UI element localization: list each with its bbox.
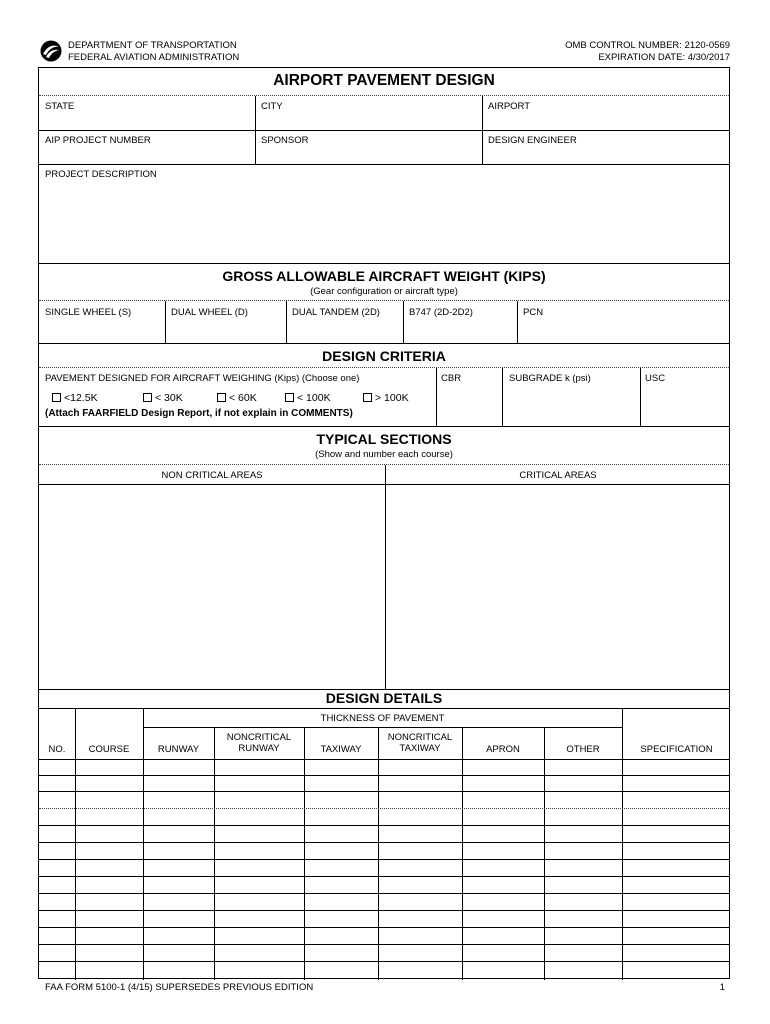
option-label: > 100K: [375, 392, 409, 404]
b747-field[interactable]: [403, 301, 517, 343]
dual-tandem-field[interactable]: [286, 301, 403, 343]
table-row[interactable]: [39, 961, 729, 962]
typical-sections-subtitle: (Show and number each course): [315, 449, 453, 460]
table-row[interactable]: [39, 791, 729, 792]
table-row[interactable]: [39, 842, 729, 843]
divider: [214, 728, 215, 980]
table-row[interactable]: [39, 944, 729, 945]
page-number: 1: [719, 982, 725, 993]
subgrade-field[interactable]: [502, 368, 640, 426]
non-critical-areas-label: NON CRITICAL AREAS: [161, 470, 263, 481]
option-label: < 100K: [297, 392, 331, 404]
design-criteria-title: DESIGN CRITERIA: [322, 348, 446, 364]
divider: [403, 301, 404, 343]
col-apron: APRON: [486, 744, 520, 755]
dept-line-2: FEDERAL AVIATION ADMINISTRATION: [68, 51, 240, 63]
attach-report-note: (Attach FAARFIELD Design Report, if not explain in COMMENTS): [45, 408, 353, 419]
non-critical-areas-field[interactable]: [39, 485, 385, 689]
divider: [39, 464, 729, 465]
divider: [143, 709, 144, 980]
divider: [165, 301, 166, 343]
col-noncritical-taxiway: [378, 732, 462, 754]
typical-sections-title: TYPICAL SECTIONS: [316, 431, 452, 447]
checkbox-icon[interactable]: [363, 393, 372, 402]
option-label: < 60K: [229, 392, 257, 404]
usc-field[interactable]: [640, 368, 731, 426]
subgrade-label: SUBGRADE k (psi): [509, 373, 591, 384]
state-label: STATE: [45, 101, 75, 112]
checkbox-icon[interactable]: [52, 393, 61, 402]
usc-label: USC: [645, 373, 666, 384]
dual-wheel-label: DUAL WHEEL (D): [171, 307, 248, 318]
option-label: <12.5K: [64, 392, 98, 404]
divider: [39, 343, 729, 344]
divider: [39, 263, 729, 264]
table-row[interactable]: [39, 876, 729, 877]
omb-info: [565, 40, 730, 63]
col-line: RUNWAY: [238, 743, 280, 754]
aip-project-number-field[interactable]: [39, 130, 255, 164]
table-row[interactable]: [39, 927, 729, 928]
city-field[interactable]: [255, 96, 482, 130]
col-course: COURSE: [88, 744, 130, 755]
col-other: OTHER: [566, 744, 600, 755]
weight-option-over-100k[interactable]: [363, 392, 409, 404]
design-details-title: DESIGN DETAILS: [325, 690, 443, 706]
form-box: [38, 67, 730, 979]
cbr-label: CBR: [441, 373, 462, 384]
dept-line-1: DEPARTMENT OF TRANSPORTATION: [68, 40, 237, 51]
divider: [502, 368, 503, 426]
weight-option-100k[interactable]: [285, 392, 331, 404]
airport-field[interactable]: [482, 96, 731, 130]
divider: [75, 709, 76, 980]
single-wheel-field[interactable]: [39, 301, 165, 343]
divider: [622, 709, 623, 980]
gross-weight-subtitle: (Gear configuration or aircraft type): [310, 286, 458, 297]
pcn-label: PCN: [523, 307, 544, 318]
table-row[interactable]: [39, 859, 729, 860]
divider: [378, 728, 379, 980]
dual-wheel-field[interactable]: [165, 301, 286, 343]
option-label: < 30K: [155, 392, 183, 404]
sponsor-field[interactable]: [255, 130, 482, 164]
critical-areas-label: CRITICAL AREAS: [519, 470, 597, 481]
table-row[interactable]: [39, 893, 729, 894]
col-specification: SPECIFICATION: [640, 744, 713, 755]
expiration-date: EXPIRATION DATE: 4/30/2017: [598, 51, 730, 63]
weight-option-12-5k[interactable]: [52, 392, 98, 404]
form-id: FAA FORM 5100-1 (4/15) SUPERSEDES PREVIOUS EDITION: [45, 982, 314, 993]
weight-option-30k[interactable]: [143, 392, 183, 404]
critical-areas-field[interactable]: [386, 485, 731, 689]
col-no: NO.: [48, 744, 66, 755]
divider: [640, 368, 641, 426]
thickness-of-pavement-label: THICKNESS OF PAVEMENT: [320, 713, 445, 724]
project-description-label: PROJECT DESCRIPTION: [45, 169, 157, 180]
checkbox-icon[interactable]: [217, 393, 226, 402]
sponsor-label: SPONSOR: [261, 135, 309, 146]
airport-label: AIRPORT: [488, 101, 531, 112]
weight-option-60k[interactable]: [217, 392, 257, 404]
table-row[interactable]: [39, 825, 729, 826]
col-line: NONCRITICAL: [387, 732, 453, 743]
aip-project-number-label: AIP PROJECT NUMBER: [45, 135, 151, 146]
col-noncritical-runway: [214, 732, 304, 754]
col-line: TAXIWAY: [399, 743, 441, 754]
table-row[interactable]: [39, 910, 729, 911]
checkbox-icon[interactable]: [285, 393, 294, 402]
divider: [39, 426, 729, 427]
dot-logo-icon: [40, 40, 62, 62]
col-taxiway: TAXIWAY: [320, 744, 362, 755]
page-footer: [45, 982, 725, 993]
agency-name: [68, 40, 239, 63]
gross-weight-title: GROSS ALLOWABLE AIRCRAFT WEIGHT (KIPS): [222, 268, 546, 284]
table-row[interactable]: [39, 775, 729, 776]
divider: [304, 728, 305, 980]
single-wheel-label: SINGLE WHEEL (S): [45, 307, 132, 318]
design-engineer-label: DESIGN ENGINEER: [488, 135, 577, 146]
col-runway: RUNWAY: [157, 744, 200, 755]
form-title: AIRPORT PAVEMENT DESIGN: [273, 72, 495, 89]
divider: [517, 301, 518, 343]
dual-tandem-label: DUAL TANDEM (2D): [292, 307, 380, 318]
pcn-field[interactable]: [517, 301, 731, 343]
divider: [462, 728, 463, 980]
divider: [286, 301, 287, 343]
omb-control-number: OMB CONTROL NUMBER: 2120-0569: [565, 40, 730, 51]
checkbox-icon[interactable]: [143, 393, 152, 402]
project-description-field[interactable]: [39, 164, 731, 263]
divider: [544, 728, 545, 980]
state-field[interactable]: [39, 96, 255, 130]
page-header: [38, 40, 730, 64]
city-label: CITY: [261, 101, 283, 112]
b747-label: B747 (2D-2D2): [409, 307, 473, 318]
table-row[interactable]: [39, 808, 729, 809]
pavement-weight-label: PAVEMENT DESIGNED FOR AIRCRAFT WEIGHING (Kips) (Choose one): [45, 373, 360, 384]
design-engineer-field[interactable]: [482, 130, 731, 164]
divider: [436, 368, 437, 426]
col-line: NONCRITICAL: [226, 732, 292, 743]
cbr-field[interactable]: [436, 368, 502, 426]
